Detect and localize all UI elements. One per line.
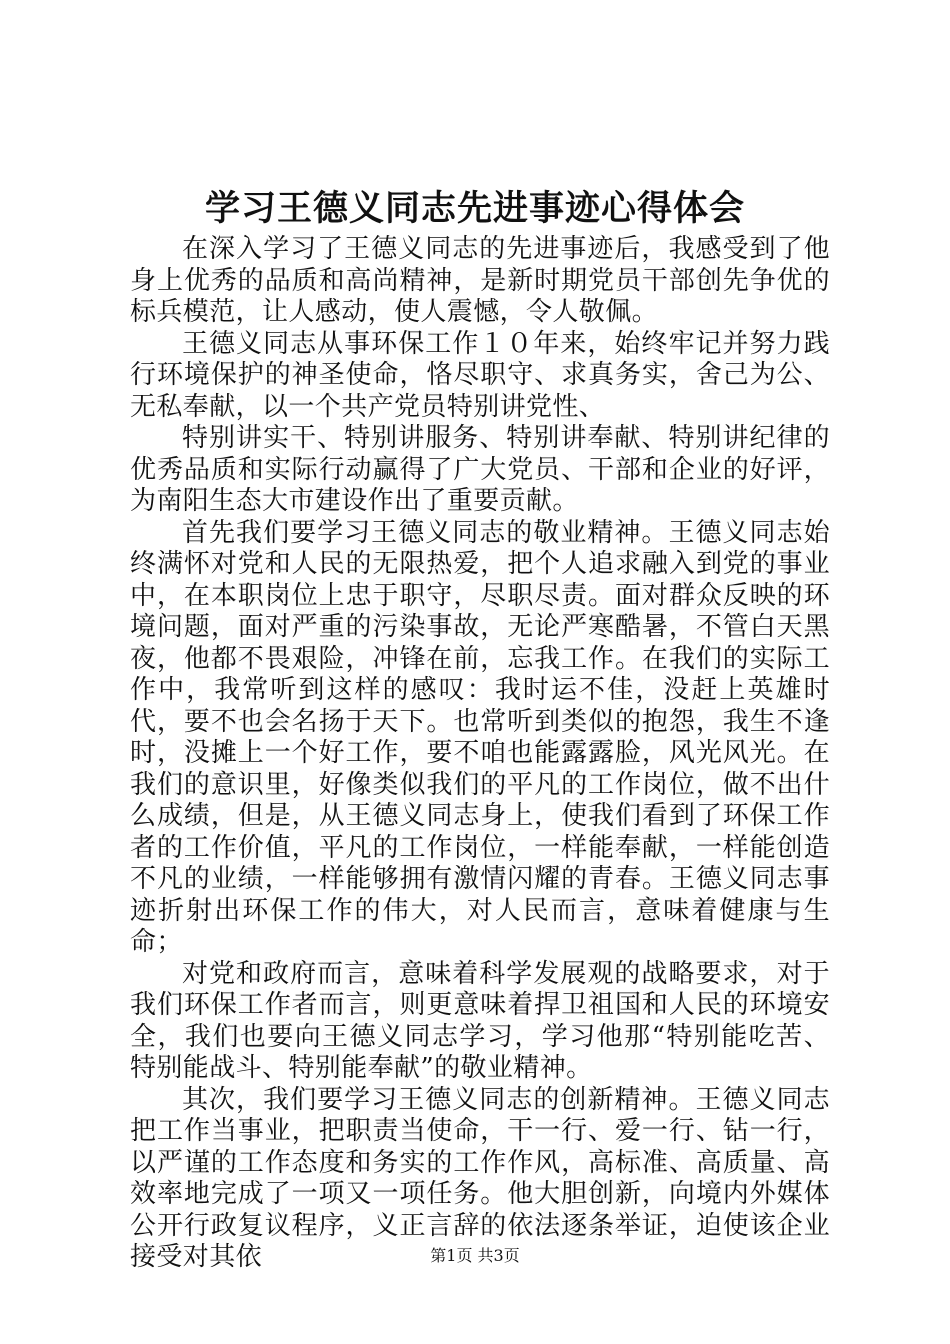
- paragraph: 在深入学习了王德义同志的先进事迹后，我感受到了他身上优秀的品质和高尚精神，是新时期党员干部创先争优的标兵模范，让人感动，使人震憾，令人敬佩。: [130, 234, 830, 327]
- paragraph: 王德义同志从事环保工作１０年来，始终牢记并努力践行环境保护的神圣使命，恪尽职守、求真务实，舍己为公、无私奉献，以一个共产党员特别讲党性、: [130, 328, 830, 422]
- document-title: 学习王德义同志先进事迹心得体会: [204, 188, 745, 229]
- paragraph: 首先我们要学习王德义同志的敬业精神。王德义同志始终满怀对党和人民的无限热爱，把个人追求融入到党的事业中，在本职岗位上忠于职守，尽职尽责。面对群众反映的环境问题，面对严重的污染事故，无论严寒酷暑，不管白天黑夜，他都不畏艰险，冲锋在前，忘我工作。在我们的实际工作中，我常听到这样的感叹：我时运不佳，没赶上英雄时代，要不也会名扬于天下。也常听到类似的抱怨，我生不逢时，没摊上一个好工作，要不咱也能露露脸，风光风光。在我们的意识里，好像类似我们的平凡的工作岗位，做不出什么成绩，但是，从王德义同志身上，使我们看到了环保工作者的工作价值，平凡的工作岗位，一样能奉献，一样能创造不凡的业绩，一样能够拥有激情闪耀的青春。王德义同志事迹折射出环保工作的伟大，对人民而言，意味着健康与生命；: [130, 517, 830, 957]
- paragraph: 其次，我们要学习王德义同志的创新精神。王德义同志把工作当事业，把职责当使命，干一行、爱一行、钻一行，以严谨的工作态度和务实的工作作风，高标准、高质量、高效率地完成了一项又一项任务。他大胆创新，向境内外媒体公开行政复议程序，义正言辞的依法逐条举证，迫使该企业接受对其依: [130, 1084, 830, 1272]
- document-body: [130, 234, 830, 1274]
- paragraph: 对党和政府而言，意味着科学发展观的战略要求，对于我们环保工作者而言，则更意味着捍卫祖国和人民的环境安全，我们也要向王德义同志学习，学习他那“特别能吃苦、特别能战斗、特别能奉献”的敬业精神。: [130, 958, 830, 1083]
- paragraph: 特别讲实干、特别讲服务、特别讲奉献、特别讲纪律的优秀品质和实际行动赢得了广大党员、干部和企业的好评，为南阳生态大市建设作出了重要贡献。: [130, 423, 830, 516]
- page-footer: 第1页 共3页: [430, 1246, 520, 1265]
